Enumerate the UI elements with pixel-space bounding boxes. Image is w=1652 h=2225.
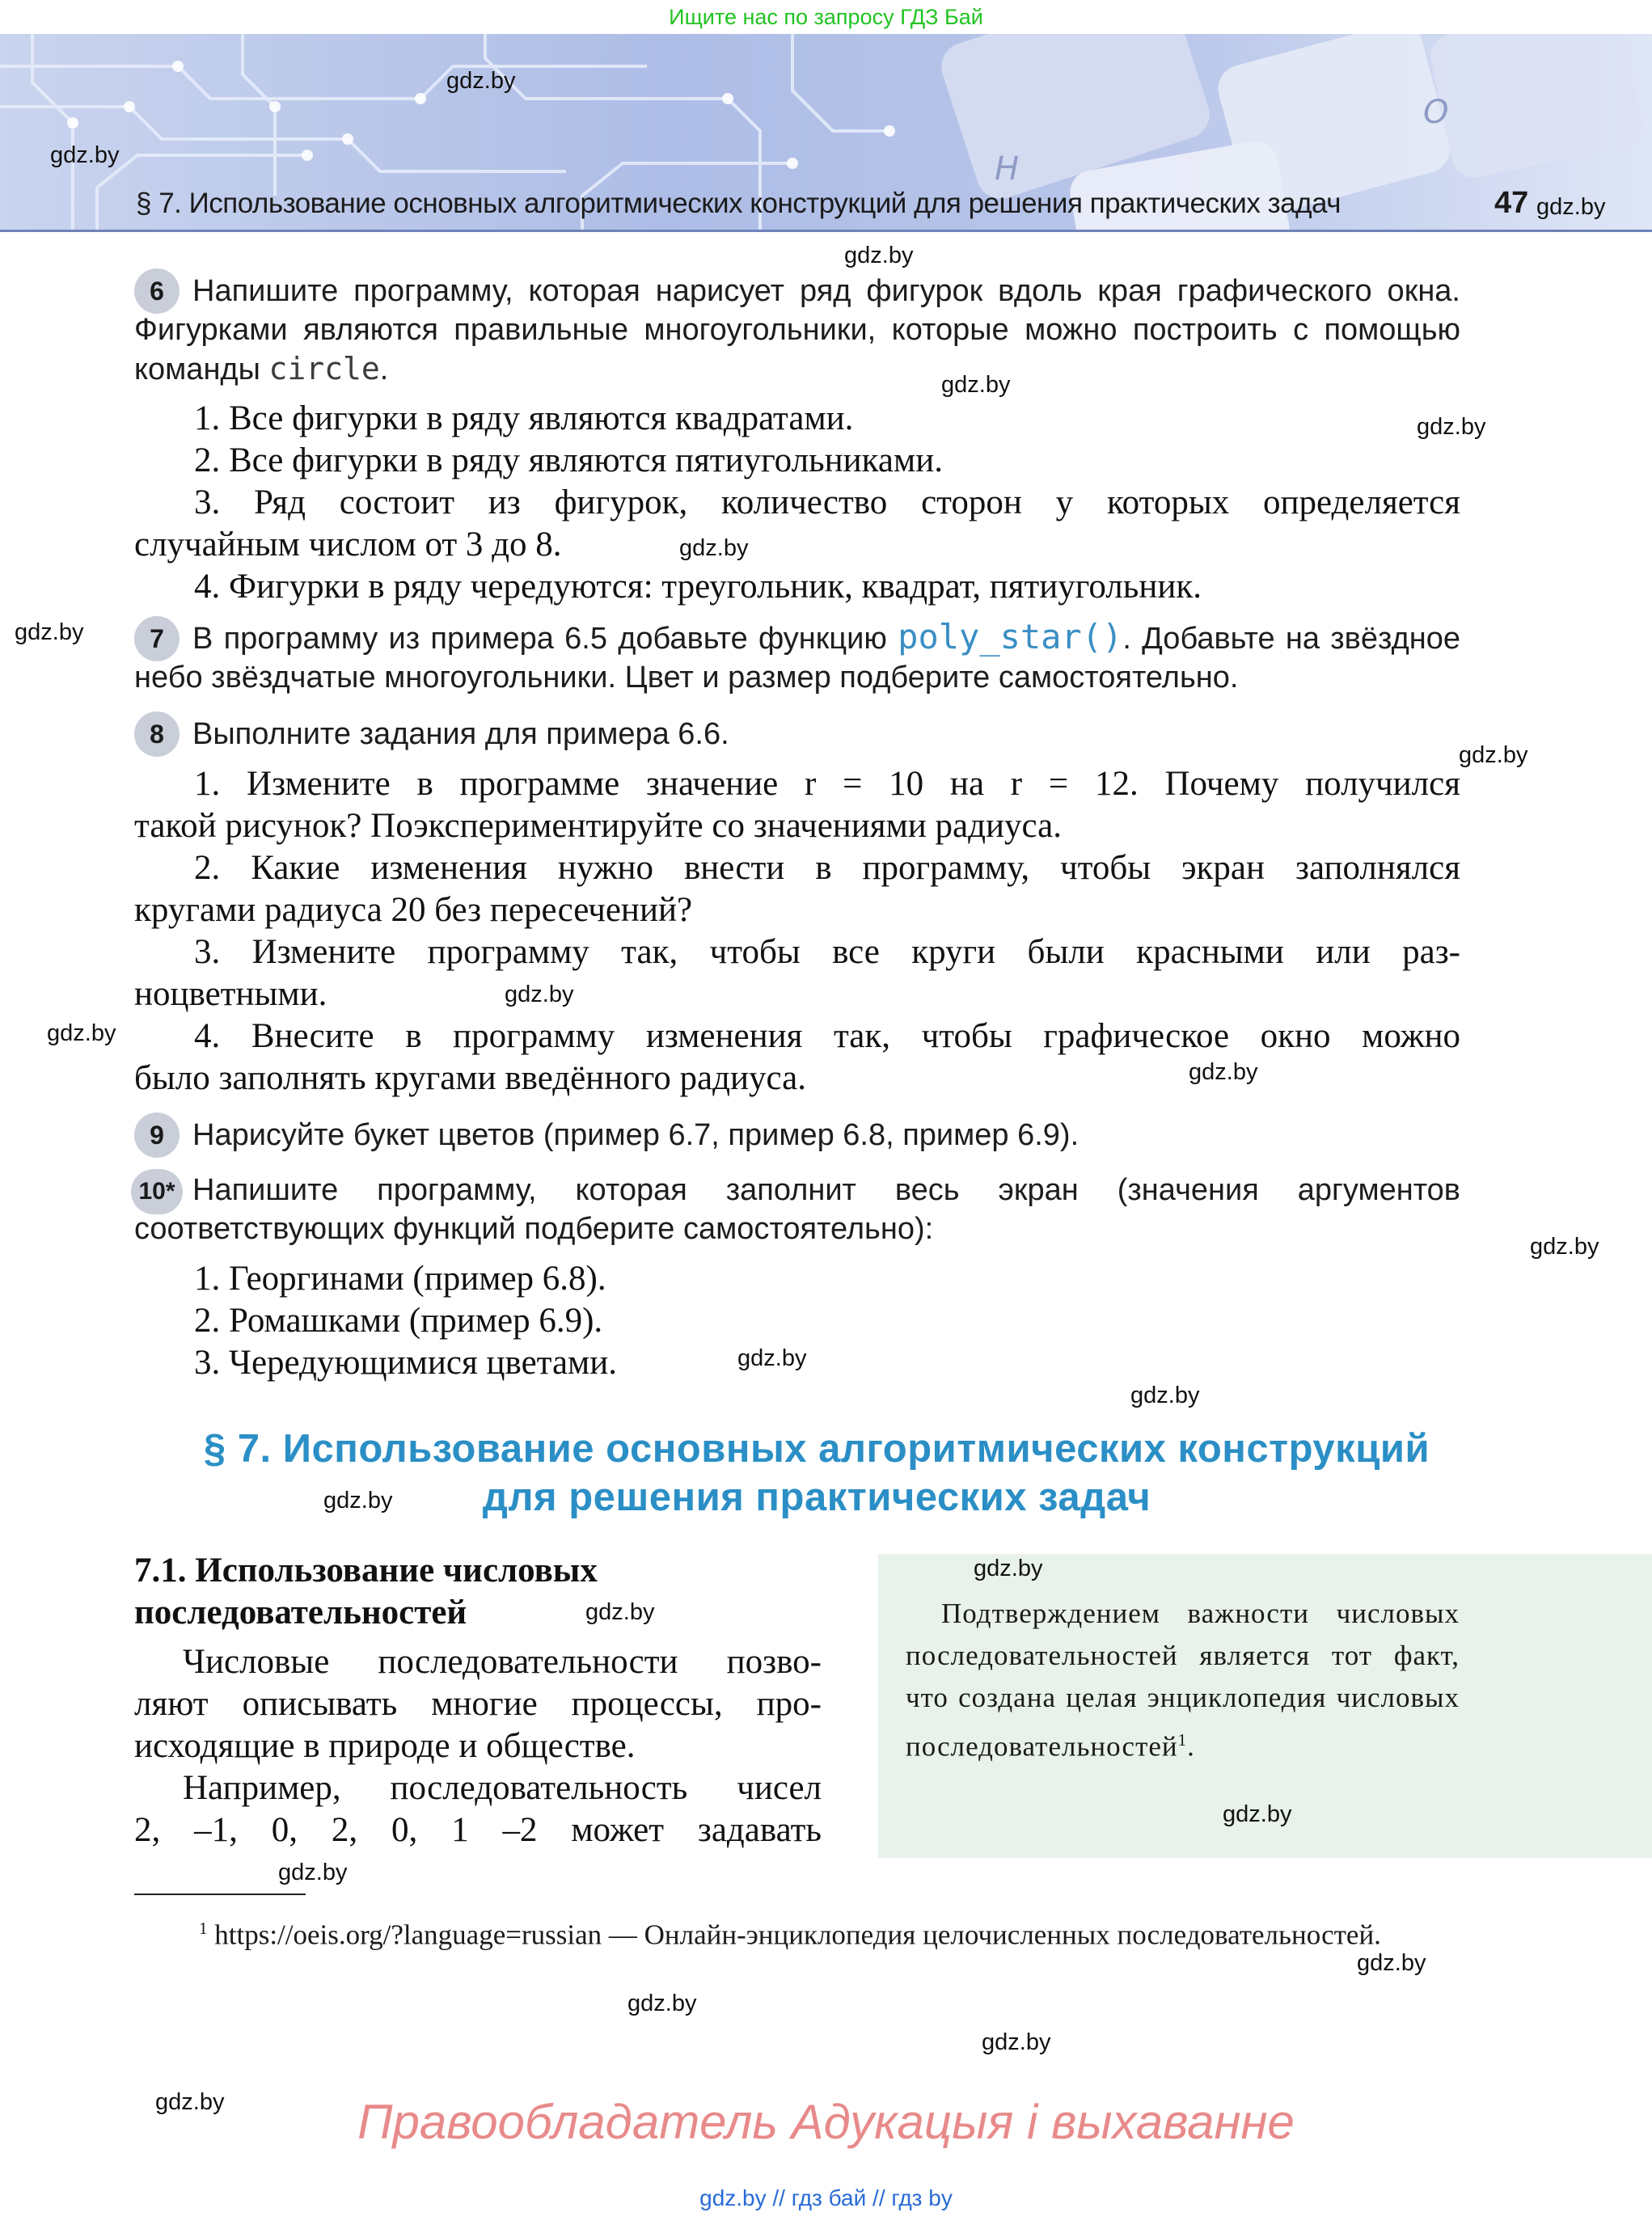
footnote-divider xyxy=(134,1894,306,1895)
body-line: 2, –1, 0, 2, 0, 1 –2 может задавать xyxy=(134,1811,822,1849)
watermark: gdz.by xyxy=(323,1488,393,1514)
watermark: gdz.by xyxy=(1357,1950,1426,1976)
watermark: gdz.by xyxy=(974,1556,1043,1581)
task-8-item: 2. Какие изменения нужно внести в программу, чтобы экран заполнялся xyxy=(194,849,1460,887)
task-8-item: 1. Измените в программе значение r = 10 на r = 12. Почему получился xyxy=(194,765,1460,803)
svg-text:O: O xyxy=(1423,94,1449,131)
body-line: ляют описывать многие процессы, про- xyxy=(134,1685,822,1723)
sidebar-note-end: . xyxy=(1187,1730,1195,1763)
task-6-item: 4. Фигурки в ряду чередуются: треугольник, квадрат, пятиугольник. xyxy=(194,568,1202,606)
watermark: gdz.by xyxy=(844,243,914,268)
footnote xyxy=(134,1910,1460,1954)
task-8-item-cont: ноцветными. xyxy=(134,975,327,1013)
task-6-text-end: . xyxy=(379,353,389,386)
task-8-item-cont: такой рисунок? Поэкспериментируйте со значениями радиуса. xyxy=(134,807,1062,845)
body-line: исходящие в природе и обществе. xyxy=(134,1727,636,1765)
watermark: gdz.by xyxy=(1130,1383,1200,1408)
watermark: gdz.by xyxy=(50,142,120,168)
task-8-text: Выполните задания для примера 6.6. xyxy=(192,717,729,751)
task-10-item: 1. Георгинами (пример 6.8). xyxy=(194,1260,606,1298)
running-title: § 7. Использование основных алгоритмических конструкций для решения практических задач xyxy=(136,188,1341,219)
watermark: gdz.by xyxy=(737,1345,807,1371)
task-8-item-cont: кругами радиуса 20 без пересечений? xyxy=(134,891,693,929)
page-number: 47 xyxy=(1494,186,1529,220)
subsection-heading: последовательностей xyxy=(134,1594,467,1632)
task-10-badge: 10* xyxy=(131,1169,183,1214)
task-9-text: Нарисуйте букет цветов (пример 6.7, пример 6.8, пример 6.9). xyxy=(192,1118,1080,1152)
watermark: gdz.by xyxy=(1536,194,1606,220)
task-6-badge: 6 xyxy=(134,268,180,314)
watermark: gdz.by xyxy=(941,372,1011,398)
sidebar-note-body: Подтверждением важности числовых последовательностей является тот факт, что создана целая энциклопедия числовых последовательностей xyxy=(906,1598,1460,1763)
task-8-item: 4. Внесите в программу изменения так, чтобы графическое окно можно xyxy=(194,1017,1460,1055)
watermark: gdz.by xyxy=(278,1860,348,1885)
watermark: gdz.by xyxy=(1189,1059,1258,1085)
task-6-item: 1. Все фигурки в ряду являются квадратами. xyxy=(194,399,854,437)
top-banner[interactable]: Ищите нас по запросу ГДЗ Бай xyxy=(669,5,983,29)
task-6-text-part: Напишите программу, которая нарисует ряд фигурок вдоль края графического окна. Фигурками являются правильные многоугольники, которые можно построить с помощью команды xyxy=(134,274,1460,386)
watermark: gdz.by xyxy=(15,619,84,645)
task-6-text xyxy=(134,272,1460,389)
section-heading-line2: для решения практических задач xyxy=(482,1476,1151,1519)
task-8-item-cont: было заполнять кругами введённого радиуса. xyxy=(134,1059,806,1097)
task-10-item: 2. Ромашками (пример 6.9). xyxy=(194,1302,603,1340)
svg-text:H: H xyxy=(995,150,1020,188)
code-poly-star: poly_star() xyxy=(898,617,1123,657)
code-circle: circle xyxy=(268,351,380,386)
subsection-heading: 7.1. Использование числовых xyxy=(134,1552,598,1590)
task-7-badge: 7 xyxy=(134,616,180,661)
task-10-text: Напишите программу, которая заполнит весь экран (значения аргументов соответствующих функций подберите самостоятельно): xyxy=(134,1173,1460,1246)
task-8-badge: 8 xyxy=(134,711,180,757)
watermark: gdz.by xyxy=(1459,742,1528,768)
watermark: gdz.by xyxy=(679,535,749,561)
task-10-item: 3. Чередующимися цветами. xyxy=(194,1344,618,1382)
body-line: Например, последовательность чисел xyxy=(183,1769,822,1807)
footnote-text: https://oeis.org/?language=russian — Онлайн-энциклопедия целочисленных последовательностей. xyxy=(207,1919,1381,1951)
watermark: gdz.by xyxy=(1223,1801,1292,1827)
task-8-item: 3. Измените программу так, чтобы все круги были красными или раз- xyxy=(194,933,1460,971)
watermark: gdz.by xyxy=(585,1599,655,1625)
watermark: gdz.by xyxy=(505,982,574,1007)
watermark: gdz.by xyxy=(446,68,516,94)
header-rule xyxy=(0,230,1652,232)
sidebar-note-text xyxy=(906,1593,1460,1768)
watermark: gdz.by xyxy=(982,2029,1051,2055)
task-7-text-part: В программу из примера 6.5 добавьте функцию xyxy=(192,622,898,656)
watermark: gdz.by xyxy=(155,2089,225,2115)
task-9-badge: 9 xyxy=(134,1112,180,1158)
body-line: Числовые последовательности позво- xyxy=(183,1643,822,1681)
task-6-item: 2. Все фигурки в ряду являются пятиугольниками. xyxy=(194,441,943,479)
copyright-notice: Правообладатель Адукацыя і выхаванне xyxy=(357,2095,1295,2149)
task-6-item-cont: случайным числом от 3 до 8. xyxy=(134,526,562,564)
task-7-text xyxy=(134,618,1460,697)
footnote-marker[interactable]: 1 xyxy=(1177,1730,1188,1750)
watermark: gdz.by xyxy=(47,1020,116,1046)
watermark: gdz.by xyxy=(1417,414,1486,440)
task-7-text-end: . Добавьте на звёздное небо звёздчатые многоугольники. Цвет и размер подберите самостоятельно. xyxy=(134,622,1460,695)
watermark: gdz.by xyxy=(627,1991,697,2016)
footnote-number: 1 xyxy=(199,1919,208,1938)
footer-links[interactable]: gdz.by // гдз бай // гдз by xyxy=(699,2185,953,2210)
watermark: gdz.by xyxy=(1530,1234,1599,1260)
section-heading-line1: § 7. Использование основных алгоритмических конструкций xyxy=(203,1427,1430,1471)
task-6-item: 3. Ряд состоит из фигурок, количество сторон у которых определяется xyxy=(194,483,1460,521)
